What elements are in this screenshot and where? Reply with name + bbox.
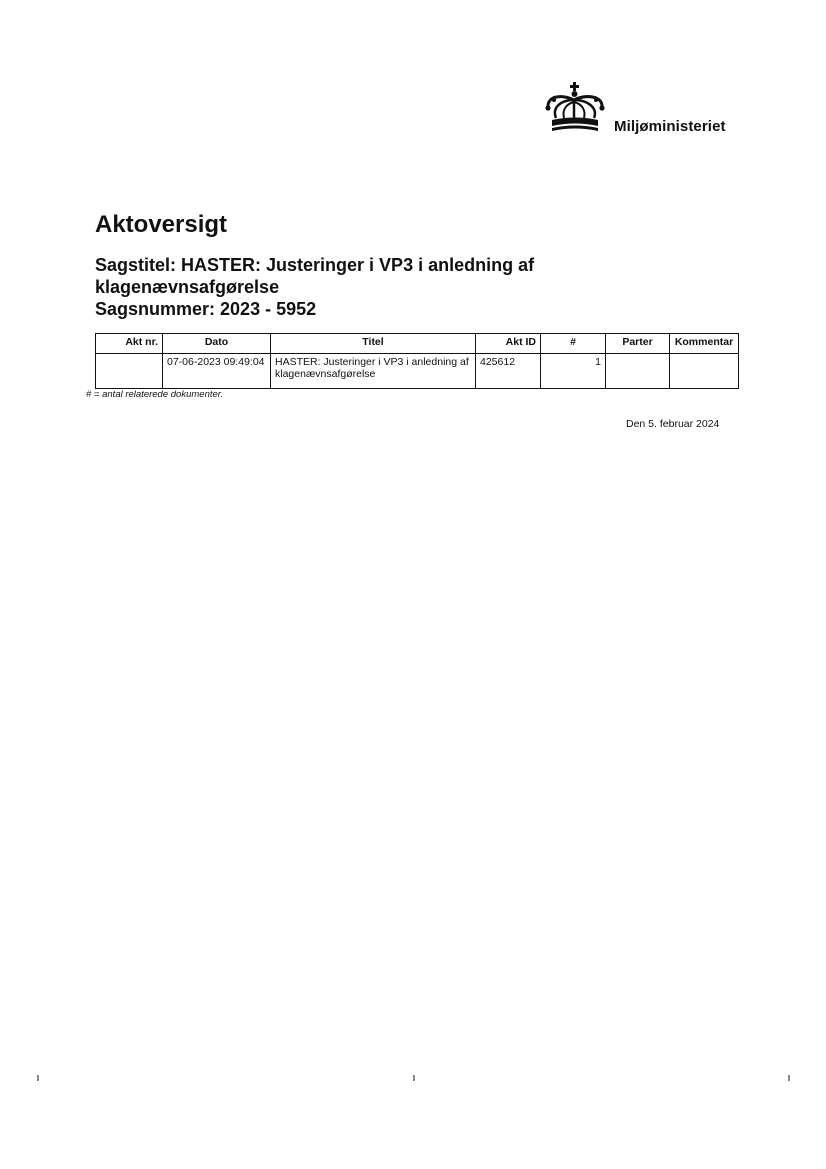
cell-count: 1 bbox=[541, 354, 606, 389]
column-header-count: # bbox=[541, 334, 606, 354]
column-header-kommentar: Kommentar bbox=[670, 334, 739, 354]
crown-icon bbox=[542, 82, 608, 134]
table-header-row bbox=[96, 334, 739, 354]
cell-dato: 07-06-2023 09:49:04 bbox=[163, 354, 271, 389]
case-title: Sagstitel: HASTER: Justeringer i VP3 i anledning af klagenævnsafgørelse bbox=[95, 255, 535, 297]
cell-akt-nr bbox=[96, 354, 163, 389]
column-header-parter: Parter bbox=[606, 334, 670, 354]
case-info bbox=[95, 254, 615, 320]
ministry-logo bbox=[538, 82, 738, 140]
column-header-akt-nr: Akt nr. bbox=[96, 334, 163, 354]
scan-speck bbox=[37, 1075, 39, 1081]
acts-table bbox=[95, 333, 739, 389]
case-number: Sagsnummer: 2023 - 5952 bbox=[95, 299, 317, 319]
scan-speck bbox=[413, 1075, 415, 1081]
column-header-titel: Titel bbox=[271, 334, 476, 354]
ministry-name: Miljøministeriet bbox=[614, 118, 726, 135]
cell-titel: HASTER: Justeringer i VP3 i anledning af klagenævnsafgørelse bbox=[271, 354, 476, 389]
scan-speck bbox=[788, 1075, 790, 1081]
cell-akt-id: 425612 bbox=[476, 354, 541, 389]
cell-kommentar bbox=[670, 354, 739, 389]
document-title: Aktoversigt bbox=[95, 211, 228, 238]
document-date: Den 5. februar 2024 bbox=[626, 418, 720, 430]
cell-parter bbox=[606, 354, 670, 389]
column-header-akt-id: Akt ID bbox=[476, 334, 541, 354]
table-row bbox=[96, 354, 739, 389]
table-footnote: # = antal relaterede dokumenter. bbox=[86, 389, 224, 400]
column-header-dato: Dato bbox=[163, 334, 271, 354]
